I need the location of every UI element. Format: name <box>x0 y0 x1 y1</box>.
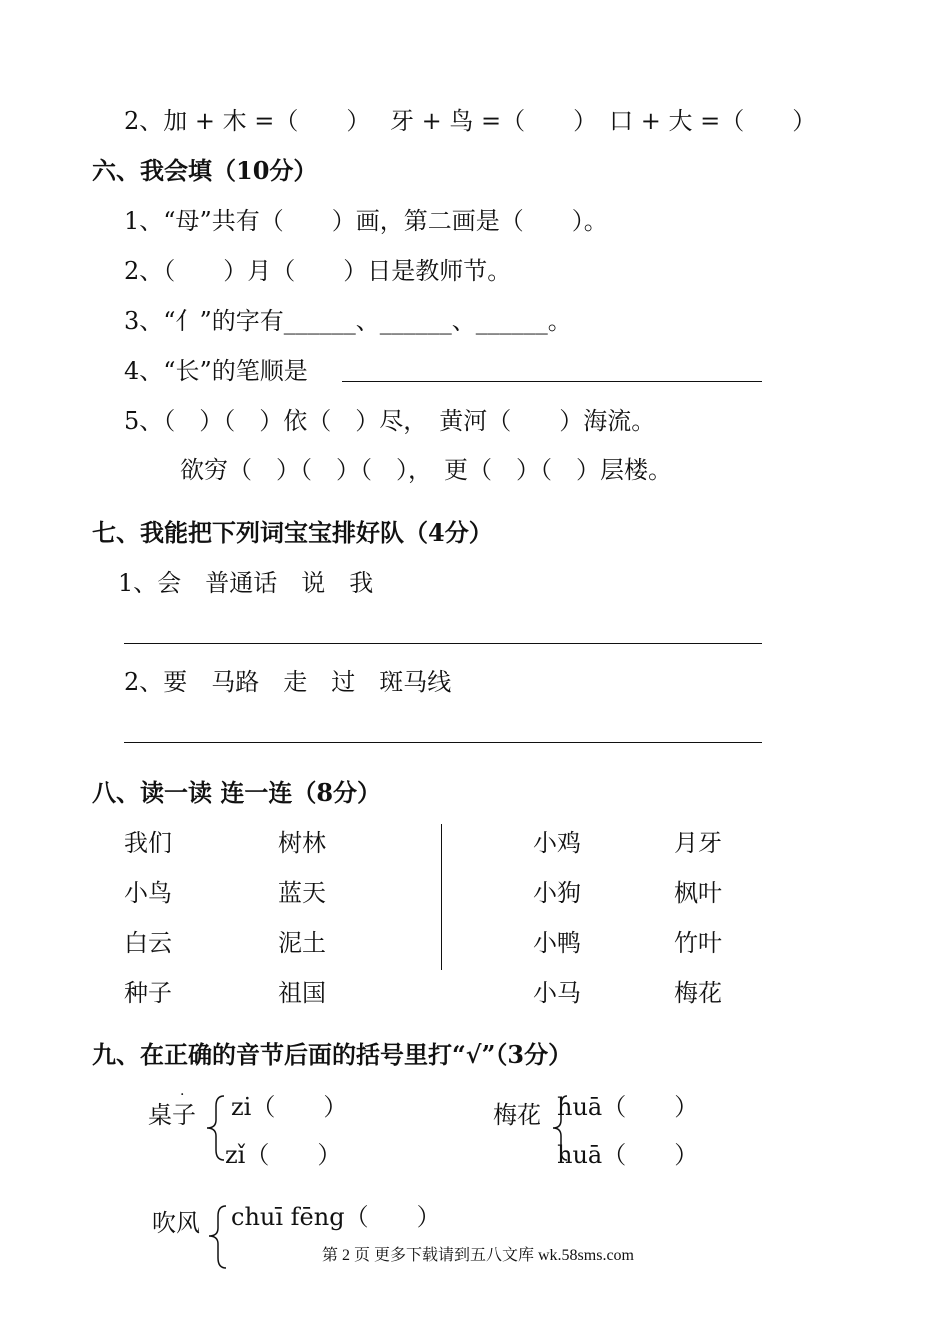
s7-q2-answer-line[interactable] <box>124 742 762 743</box>
s6-q2: 2、（ ）月（ ）日是教师节。 <box>124 257 512 285</box>
s9-option[interactable]: zǐ（ ） <box>225 1141 342 1169</box>
s8-right-a-item: 小狗 <box>533 879 581 907</box>
section-6-title: 六、我会填（10分） <box>92 156 318 185</box>
s9-option[interactable]: chuī fēng（ ） <box>231 1203 441 1231</box>
s8-right-b-item: 月牙 <box>674 829 722 857</box>
section-8-title: 八、读一读 连一连（8分） <box>92 778 382 807</box>
s8-left-b-item: 树林 <box>278 829 326 857</box>
s9-option[interactable]: huā（ ） <box>557 1141 699 1169</box>
s8-left-a-item: 我们 <box>124 829 172 857</box>
page-footer: 第 2 页 更多下载请到五八文库 wk.58sms.com <box>322 1247 635 1264</box>
s6-q4-answer-line[interactable] <box>342 381 762 382</box>
s8-right-b-item: 枫叶 <box>674 879 722 907</box>
s8-right-b-item: 竹叶 <box>674 929 722 957</box>
s9-word-3: 吹风 <box>152 1209 200 1237</box>
section-7-title: 七、我能把下列词宝宝排好队（4分） <box>92 518 493 547</box>
s9-option[interactable]: huā（ ） <box>557 1093 699 1121</box>
s8-left-a-item: 小鸟 <box>124 879 172 907</box>
s6-q4: 4、“长”的笔顺是 <box>124 357 308 385</box>
s8-right-a-item: 小鸡 <box>533 829 581 857</box>
s9-word-2: 梅花 <box>493 1101 541 1129</box>
s9-option[interactable]: zi（ ） <box>231 1093 348 1121</box>
s8-right-a-item: 小马 <box>533 979 581 1007</box>
s7-q1: 1、会 普通话 说 我 <box>118 569 374 597</box>
s8-right-a-item: 小鸭 <box>533 929 581 957</box>
s8-right-b-item: 梅花 <box>674 979 722 1007</box>
s6-q5b: 欲穷（ ）（ ）（ ）， 更（ ）（ ）层楼。 <box>180 456 672 484</box>
s8-left-b-item: 祖国 <box>278 979 326 1007</box>
s6-q3: 3、“亻”的字有______、______、______。 <box>124 307 572 335</box>
section-9-title: 九、在正确的音节后面的括号里打“√”（3分） <box>92 1040 573 1069</box>
s9-brace-3 <box>206 1204 228 1270</box>
s9-word-1: 桌子 <box>148 1101 196 1129</box>
s8-divider <box>441 824 442 970</box>
s6-q5a: 5、（ ）（ ）依（ ）尽， 黄河（ ）海流。 <box>124 407 656 435</box>
s5-q2: 2、加 + 木 =（ ） 牙 + 鸟 =（ ） 口 + 大 =（ ） <box>124 107 817 135</box>
s9-brace-1 <box>204 1094 226 1162</box>
s8-left-a-item: 种子 <box>124 979 172 1007</box>
s7-q2: 2、要 马路 走 过 斑马线 <box>124 668 452 696</box>
s6-q1: 1、“母”共有（ ）画，第二画是（ ）。 <box>124 207 608 235</box>
s7-q1-answer-line[interactable] <box>124 643 762 644</box>
s8-left-b-item: 蓝天 <box>278 879 326 907</box>
tone-dot: · <box>180 1087 185 1103</box>
s8-left-b-item: 泥土 <box>278 929 326 957</box>
s8-left-a-item: 白云 <box>124 929 172 957</box>
